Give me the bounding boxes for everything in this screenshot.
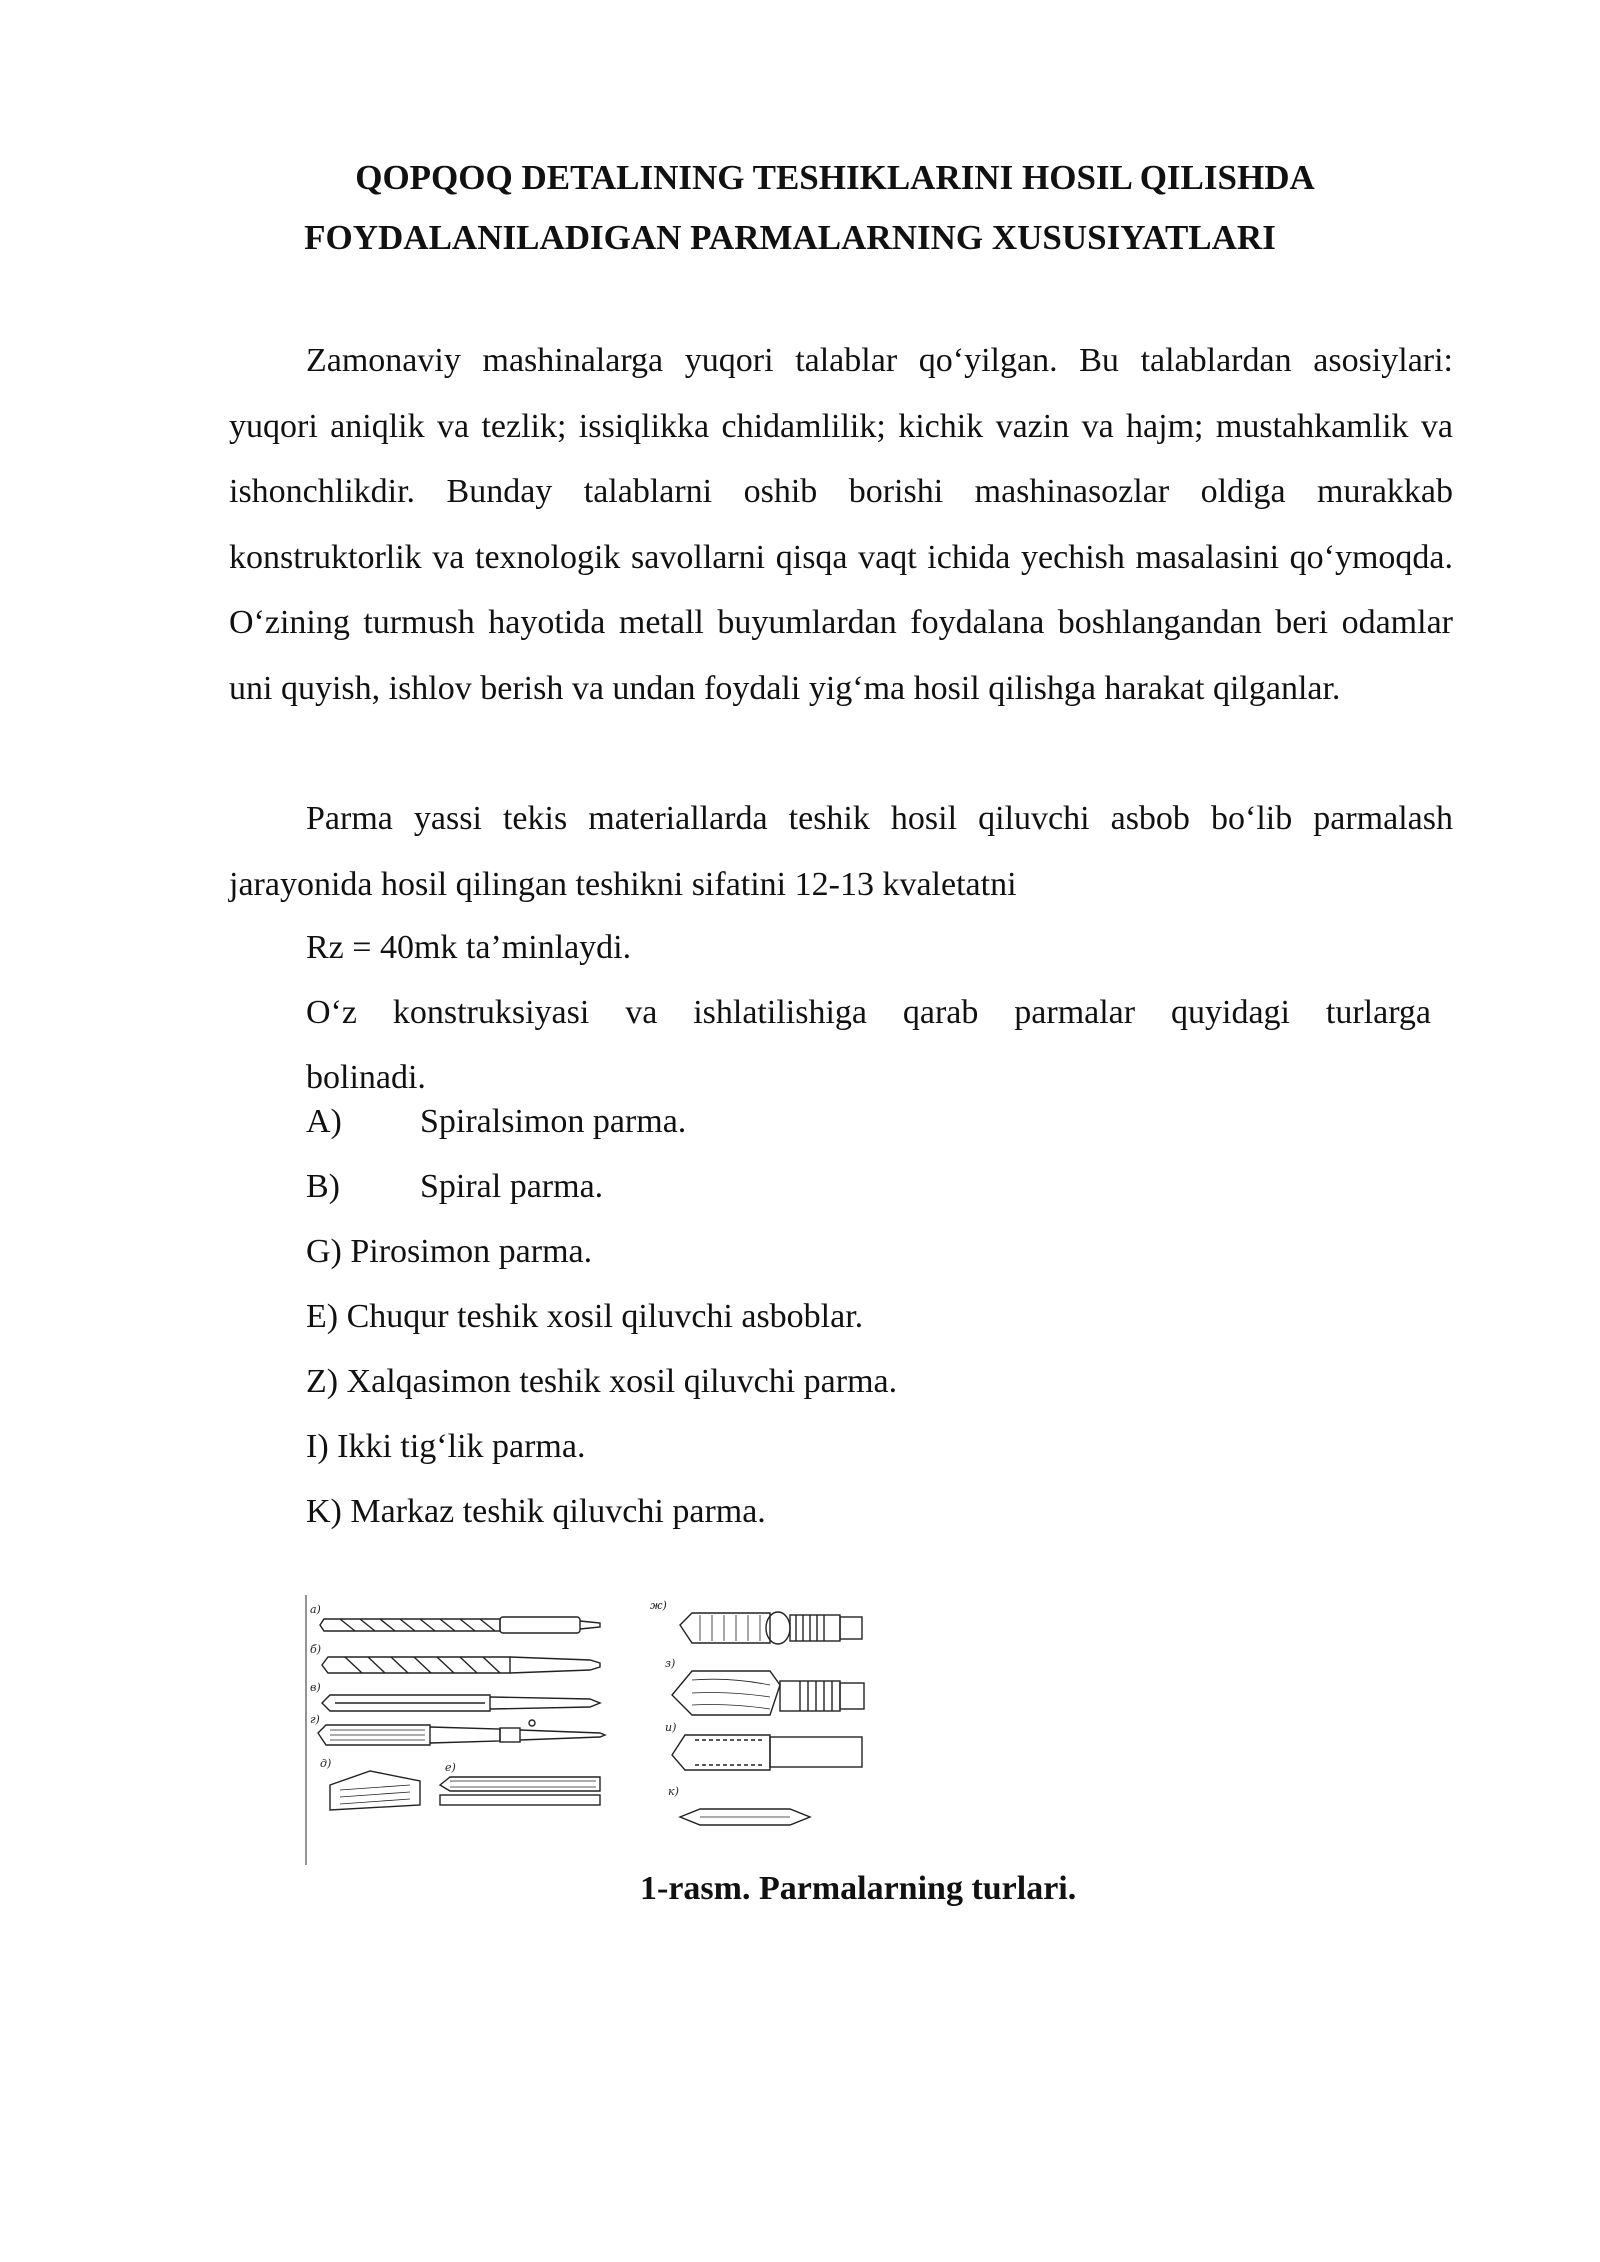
- flat-drill-e-drawing: [330, 1771, 420, 1810]
- paragraph-drill-definition: Parma yassi tekis materiallarda teshik hosil qiluvchi asbob bo‘lib parmalash jarayonida hosil qilingan teshikni sifatini 12-13 kvaletatni: [229, 800, 1453, 903]
- drill-k-drawing: [680, 1809, 810, 1825]
- list-item-text: Spiralsimon parma.: [420, 1103, 687, 1140]
- drill-f-drawing: [440, 1777, 600, 1805]
- drill-i-drawing: [672, 1735, 862, 1770]
- figure-label: а): [310, 1603, 321, 1616]
- twist-drill-b-drawing: [322, 1657, 600, 1673]
- document-title: [200, 148, 1400, 268]
- list-item: G) Pirosimon parma.: [306, 1233, 593, 1270]
- drill-d-drawing: [318, 1720, 605, 1745]
- paragraph-intro: Zamonaviy mashinalarga yuqori talablar qo‘yilgan. Bu talablardan asosiylari: yuqori aniqlik va tezlik; issiqlikka chidamlilik; kichik vazin va hajm; mustahkamlik va ishonchlikdir. Bunday talablarni oshib borishi mashinasozlar oldiga murakkab konstruktorlik va texnologik savollarni qisqa vaqt ichida yechish masalasini qo‘ymoqda. O‘zining turmush hayotida metall buyumlardan foydalana boshlangandan beri odamlar uni quyish, ishlov berish va undan foydali yig‘ma hosil qilishga harakat qilganlar.: [229, 342, 1453, 707]
- figure-label: ж): [650, 1599, 667, 1612]
- list-item: Z) Xalqasimon teshik xosil qiluvchi parma.: [306, 1363, 898, 1400]
- paragraph-classification-end: bolinadi.: [306, 1059, 426, 1096]
- figure-label: е): [445, 1761, 456, 1774]
- figure-label: б): [310, 1643, 322, 1656]
- figure-label: к): [668, 1785, 679, 1798]
- paragraph-roughness: Rz = 40mk ta’minlaydi.: [306, 929, 632, 966]
- drill-types-figure: [300, 1585, 960, 1867]
- figure-label: г): [310, 1713, 320, 1726]
- list-marker: A): [306, 1103, 342, 1140]
- list-item-text: Spiral parma.: [420, 1168, 604, 1205]
- drill-c-drawing: [322, 1695, 600, 1711]
- figure-label: з): [665, 1657, 676, 1670]
- list-item: E) Chuqur teshik xosil qiluvchi asboblar.: [306, 1298, 864, 1335]
- twist-drill-a-drawing: [320, 1617, 600, 1633]
- title-line-1: QOPQOQ DETALINING TESHIKLARINI HOSIL QILISHDA: [355, 158, 1315, 197]
- list-item: [306, 1167, 603, 1207]
- figure-label: и): [665, 1721, 677, 1734]
- list-item: K) Markaz teshik qiluvchi parma.: [306, 1493, 766, 1530]
- figure-label: в): [310, 1681, 321, 1694]
- title-line-2: FOYDALANILADIGAN PARMALARNING XUSUSIYATLARI: [304, 218, 1276, 257]
- list-item: I) Ikki tig‘lik parma.: [306, 1428, 586, 1465]
- drill-g-drawing: [680, 1612, 862, 1644]
- list-item: [306, 1102, 686, 1142]
- list-marker: B): [306, 1168, 340, 1205]
- paragraph-classification: O‘z konstruksiyasi va ishlatilishiga qarab parmalar quyidagi turlarga: [306, 994, 1431, 1031]
- figure-caption: 1-rasm. Parmalarning turlari.: [640, 1870, 1077, 1907]
- drill-h-drawing: [672, 1671, 864, 1715]
- figure-label: д): [320, 1757, 332, 1770]
